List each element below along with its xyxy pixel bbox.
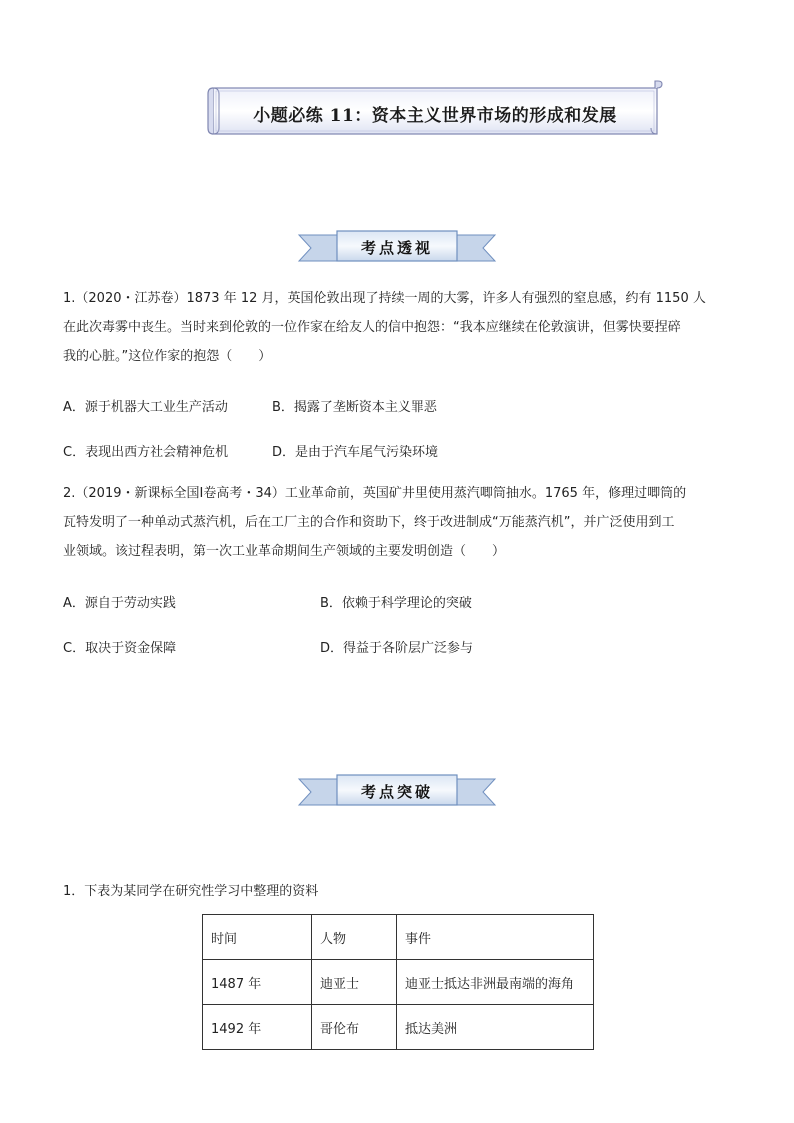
table-header-cell: 事件 — [397, 915, 594, 960]
table-header-cell: 人物 — [312, 915, 397, 960]
question-text-line: 2.（2019・新课标全国Ⅰ卷高考・34）工业革命前，英国矿井里使用蒸汽唧筒抽水。1765 年，修理过唧筒的 — [63, 486, 687, 501]
option-b: B．揭露了垄断资本主义罪恶 — [272, 400, 437, 415]
section-label: 考点突破 — [360, 783, 433, 801]
table-cell: 迪亚士 — [312, 960, 397, 1005]
question-text-line: 在此次毒雾中丧生。当时来到伦敦的一位作家在给友人的信中抱怨：“我本应继续在伦敦演讲，但雾快要捏碎 — [63, 320, 681, 335]
option-c: C．表现出西方社会精神危机 — [63, 445, 229, 460]
section-label: 考点透视 — [360, 239, 433, 257]
table-row — [203, 960, 594, 1005]
title-banner — [207, 80, 663, 140]
section-ribbon-insight — [297, 229, 497, 265]
question-text-line: 1.（2020・江苏卷）1873 年 12 月，英国伦敦出现了持续一周的大雾，许多人有强烈的窒息感，约有 1150 人 — [63, 291, 706, 306]
option-b: B．依赖于科学理论的突破 — [320, 596, 472, 611]
table-header-row — [203, 915, 594, 960]
table-header-cell: 时间 — [203, 915, 312, 960]
question-text-line: 我的心脏。”这位作家的抱怨（ ） — [63, 349, 272, 364]
data-table — [202, 914, 594, 1050]
option-d: D．得益于各阶层广泛参与 — [320, 641, 474, 656]
table-cell: 迪亚士抵达非洲最南端的海角 — [397, 960, 594, 1005]
option-d: D．是由于汽车尾气污染环境 — [272, 445, 439, 460]
question-1 — [63, 284, 733, 371]
option-a: A．源自于劳动实践 — [63, 596, 176, 611]
table-cell: 1487 年 — [203, 960, 312, 1005]
table-cell: 哥伦布 — [312, 1005, 397, 1050]
table-cell: 1492 年 — [203, 1005, 312, 1050]
table-cell: 抵达美洲 — [397, 1005, 594, 1050]
page-title: 小题必练 11：资本主义世界市场的形成和发展 — [253, 106, 617, 126]
question-text-line: 业领域。该过程表明，第一次工业革命期间生产领域的主要发明创造（ ） — [63, 544, 506, 559]
question-3-intro: 1．下表为某同学在研究性学习中整理的资料 — [63, 884, 319, 899]
question-2 — [63, 479, 733, 566]
option-c: C．取决于资金保障 — [63, 641, 177, 656]
table-row — [203, 1005, 594, 1050]
section-ribbon-breakthrough — [297, 773, 497, 809]
question-text-line: 瓦特发明了一种单动式蒸汽机，后在工厂主的合作和资助下，终于改进制成“万能蒸汽机”，并广泛使用到工 — [63, 515, 675, 530]
option-a: A．源于机器大工业生产活动 — [63, 400, 228, 415]
